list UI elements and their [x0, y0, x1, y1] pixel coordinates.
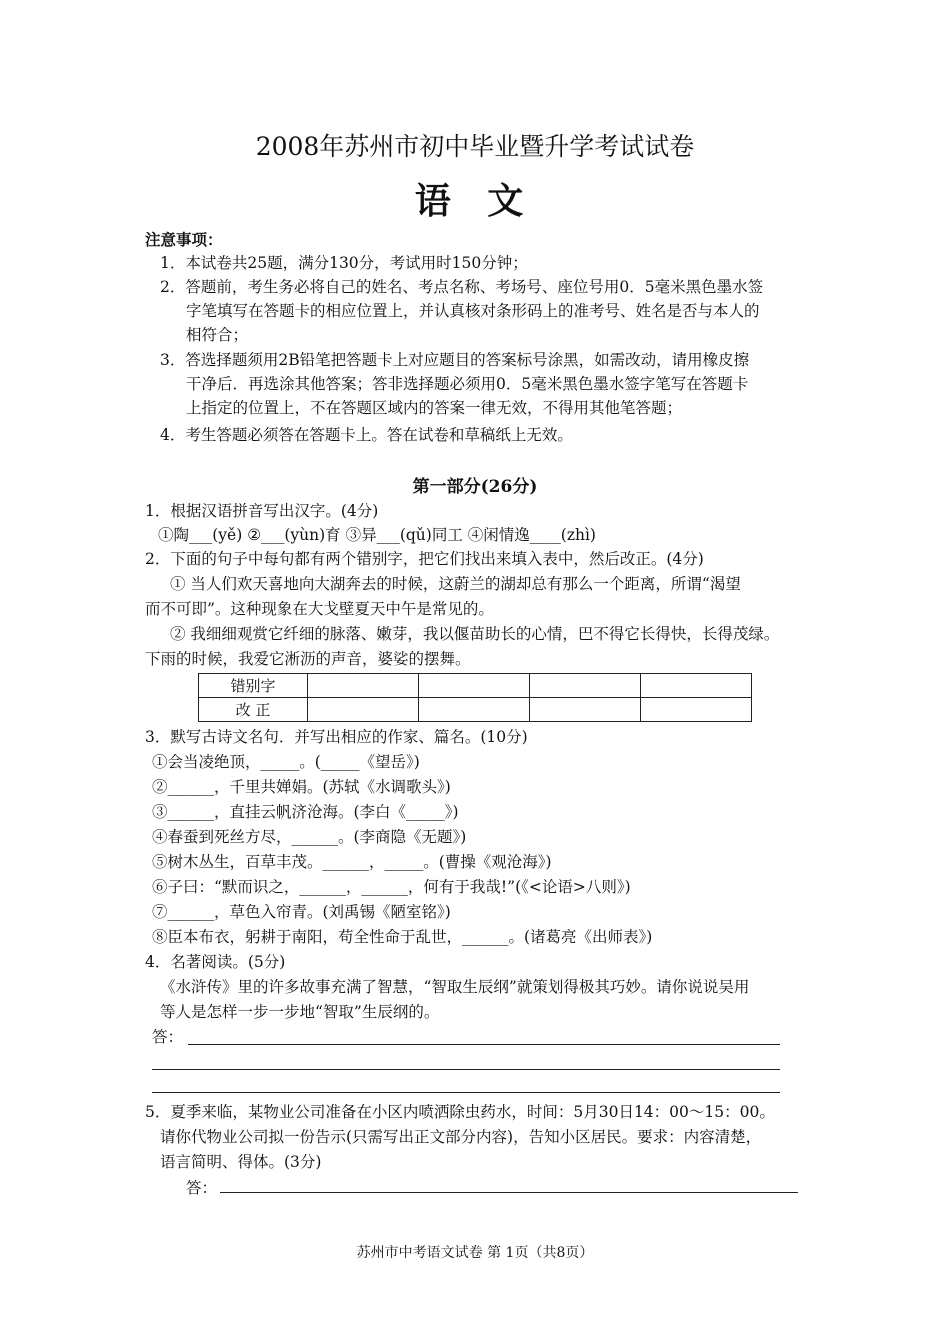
q2-sentence: ② 我细细观赏它纤细的脉落、嫩芽，我以偃苗助长的心情，巴不得它长得快，长得茂绿。: [170, 625, 780, 643]
table-row: [199, 674, 752, 698]
q2-stem: 2．下面的句子中每句都有两个错别字，把它们找出来填入表中，然后改正。(4分): [145, 550, 704, 568]
q2-sentence: ① 当人们欢天喜地向大湖奔去的时候，这蔚兰的湖却总有那么一个距离，所谓“渴望: [170, 575, 741, 593]
q2-sentence: 而不可即”。这种现象在大戈壁夏天中午是常见的。: [145, 600, 494, 618]
q5-text: 请你代物业公司拟一份告示(只需写出正文部分内容)，告知小区居民。要求：内容清楚，: [160, 1128, 762, 1146]
table-cell[interactable]: [641, 674, 752, 698]
table-cell[interactable]: [308, 674, 419, 698]
notice-line: 干净后．再选涂其他答案；答非选择题必须用0．5毫米黑色墨水签字笔写在答题卡: [186, 375, 749, 393]
table-cell[interactable]: [308, 698, 419, 722]
correction-table: [198, 673, 752, 722]
q3-stem: 3．默写古诗文名句．并写出相应的作家、篇名。(10分): [145, 728, 528, 746]
table-header-correct: 改 正: [199, 698, 308, 722]
page-footer: 苏州市中考语文试卷 第 1页（共8页）: [356, 1245, 594, 1261]
table-cell[interactable]: [530, 698, 641, 722]
q4-answer-label: 答：: [152, 1028, 184, 1046]
q2-sentence: 下雨的时候，我爱它淅沥的声音，婆娑的摆舞。: [145, 650, 471, 668]
notice-line: 2．答题前，考生务必将自己的姓名、考点名称、考场号、座位号用0．5毫米黑色墨水签: [160, 278, 764, 296]
q3-item: ③______，直挂云帆济沧海。(李白《_____》): [152, 803, 459, 821]
table-cell[interactable]: [419, 698, 530, 722]
exam-title: 2008年苏州市初中毕业暨升学考试试卷: [255, 132, 695, 161]
notice-line: 1．本试卷共25题，满分130分，考试用时150分钟；: [160, 254, 528, 272]
notice-line: 相符合；: [186, 326, 249, 344]
q3-item: ⑤树木丛生，百草丰茂。______，_____。(曹操《观沧海》): [152, 853, 552, 871]
q5-answer-label: 答：: [186, 1179, 218, 1197]
q3-item: ④春蚕到死丝方尽，______。(李商隐《无题》): [152, 828, 467, 846]
notice-line: 3．答选择题须用2B铅笔把答题卡上对应题目的答案标号涂黑，如需改动，请用橡皮擦: [160, 351, 750, 369]
notice-line: 字笔填写在答题卡的相应位置上，并认真核对条形码上的准考号、姓名是否与本人的: [186, 302, 760, 320]
table-header-wrong: 错别字: [199, 674, 308, 698]
notice-heading: 注意事项：: [145, 230, 223, 249]
q3-item: ①会当凌绝顶，_____。(_____《望岳》): [152, 753, 420, 771]
table-cell[interactable]: [419, 674, 530, 698]
q4-text: 《水浒传》里的许多故事充满了智慧，“智取生辰纲”就策划得极其巧妙。请你说说吴用: [160, 978, 750, 996]
q3-item: ⑦______，草色入帘青。(刘禹锡《陋室铭》): [152, 903, 451, 921]
q3-item: ②______，千里共婵娟。(苏轼《水调歌头》): [152, 778, 451, 796]
q3-item: ⑧臣本布衣，躬耕于南阳，苟全性命于乱世，______。(诸葛亮《出师表》): [152, 928, 653, 946]
answer-line[interactable]: [188, 1044, 780, 1045]
q4-stem: 4．名著阅读。(5分): [145, 953, 286, 971]
answer-line[interactable]: [152, 1069, 780, 1070]
q5-text: 5．夏季来临，某物业公司准备在小区内喷洒除虫药水，时间：5月30日14：00～15：00。: [145, 1103, 775, 1121]
answer-line[interactable]: [220, 1192, 798, 1193]
q5-text: 语言简明、得体。(3分): [160, 1153, 322, 1171]
q1-items: ①陶___(yě) ②___(yùn)育 ③异___(qǔ)同工 ④闲情逸____(zhì): [158, 526, 596, 544]
section-title: 第一部分(26分): [412, 477, 538, 497]
notice-line: 上指定的位置上，不在答题区域内的答案一律无效，不得用其他笔答题；: [186, 399, 683, 417]
table-cell[interactable]: [530, 674, 641, 698]
subject-title: 语 文: [414, 180, 536, 222]
q1-stem: 1．根据汉语拼音写出汉字。(4分): [145, 502, 379, 520]
table-cell[interactable]: [641, 698, 752, 722]
table-row: [199, 698, 752, 722]
answer-line[interactable]: [152, 1092, 780, 1093]
q4-text: 等人是怎样一步一步地“智取”生辰纲的。: [160, 1003, 440, 1021]
q3-item: ⑥子曰：“默而识之，______，______，何有于我哉!”(《<论语>八则》): [152, 878, 631, 896]
notice-line: 4．考生答题必须答在答题卡上。答在试卷和草稿纸上无效。: [160, 426, 573, 444]
